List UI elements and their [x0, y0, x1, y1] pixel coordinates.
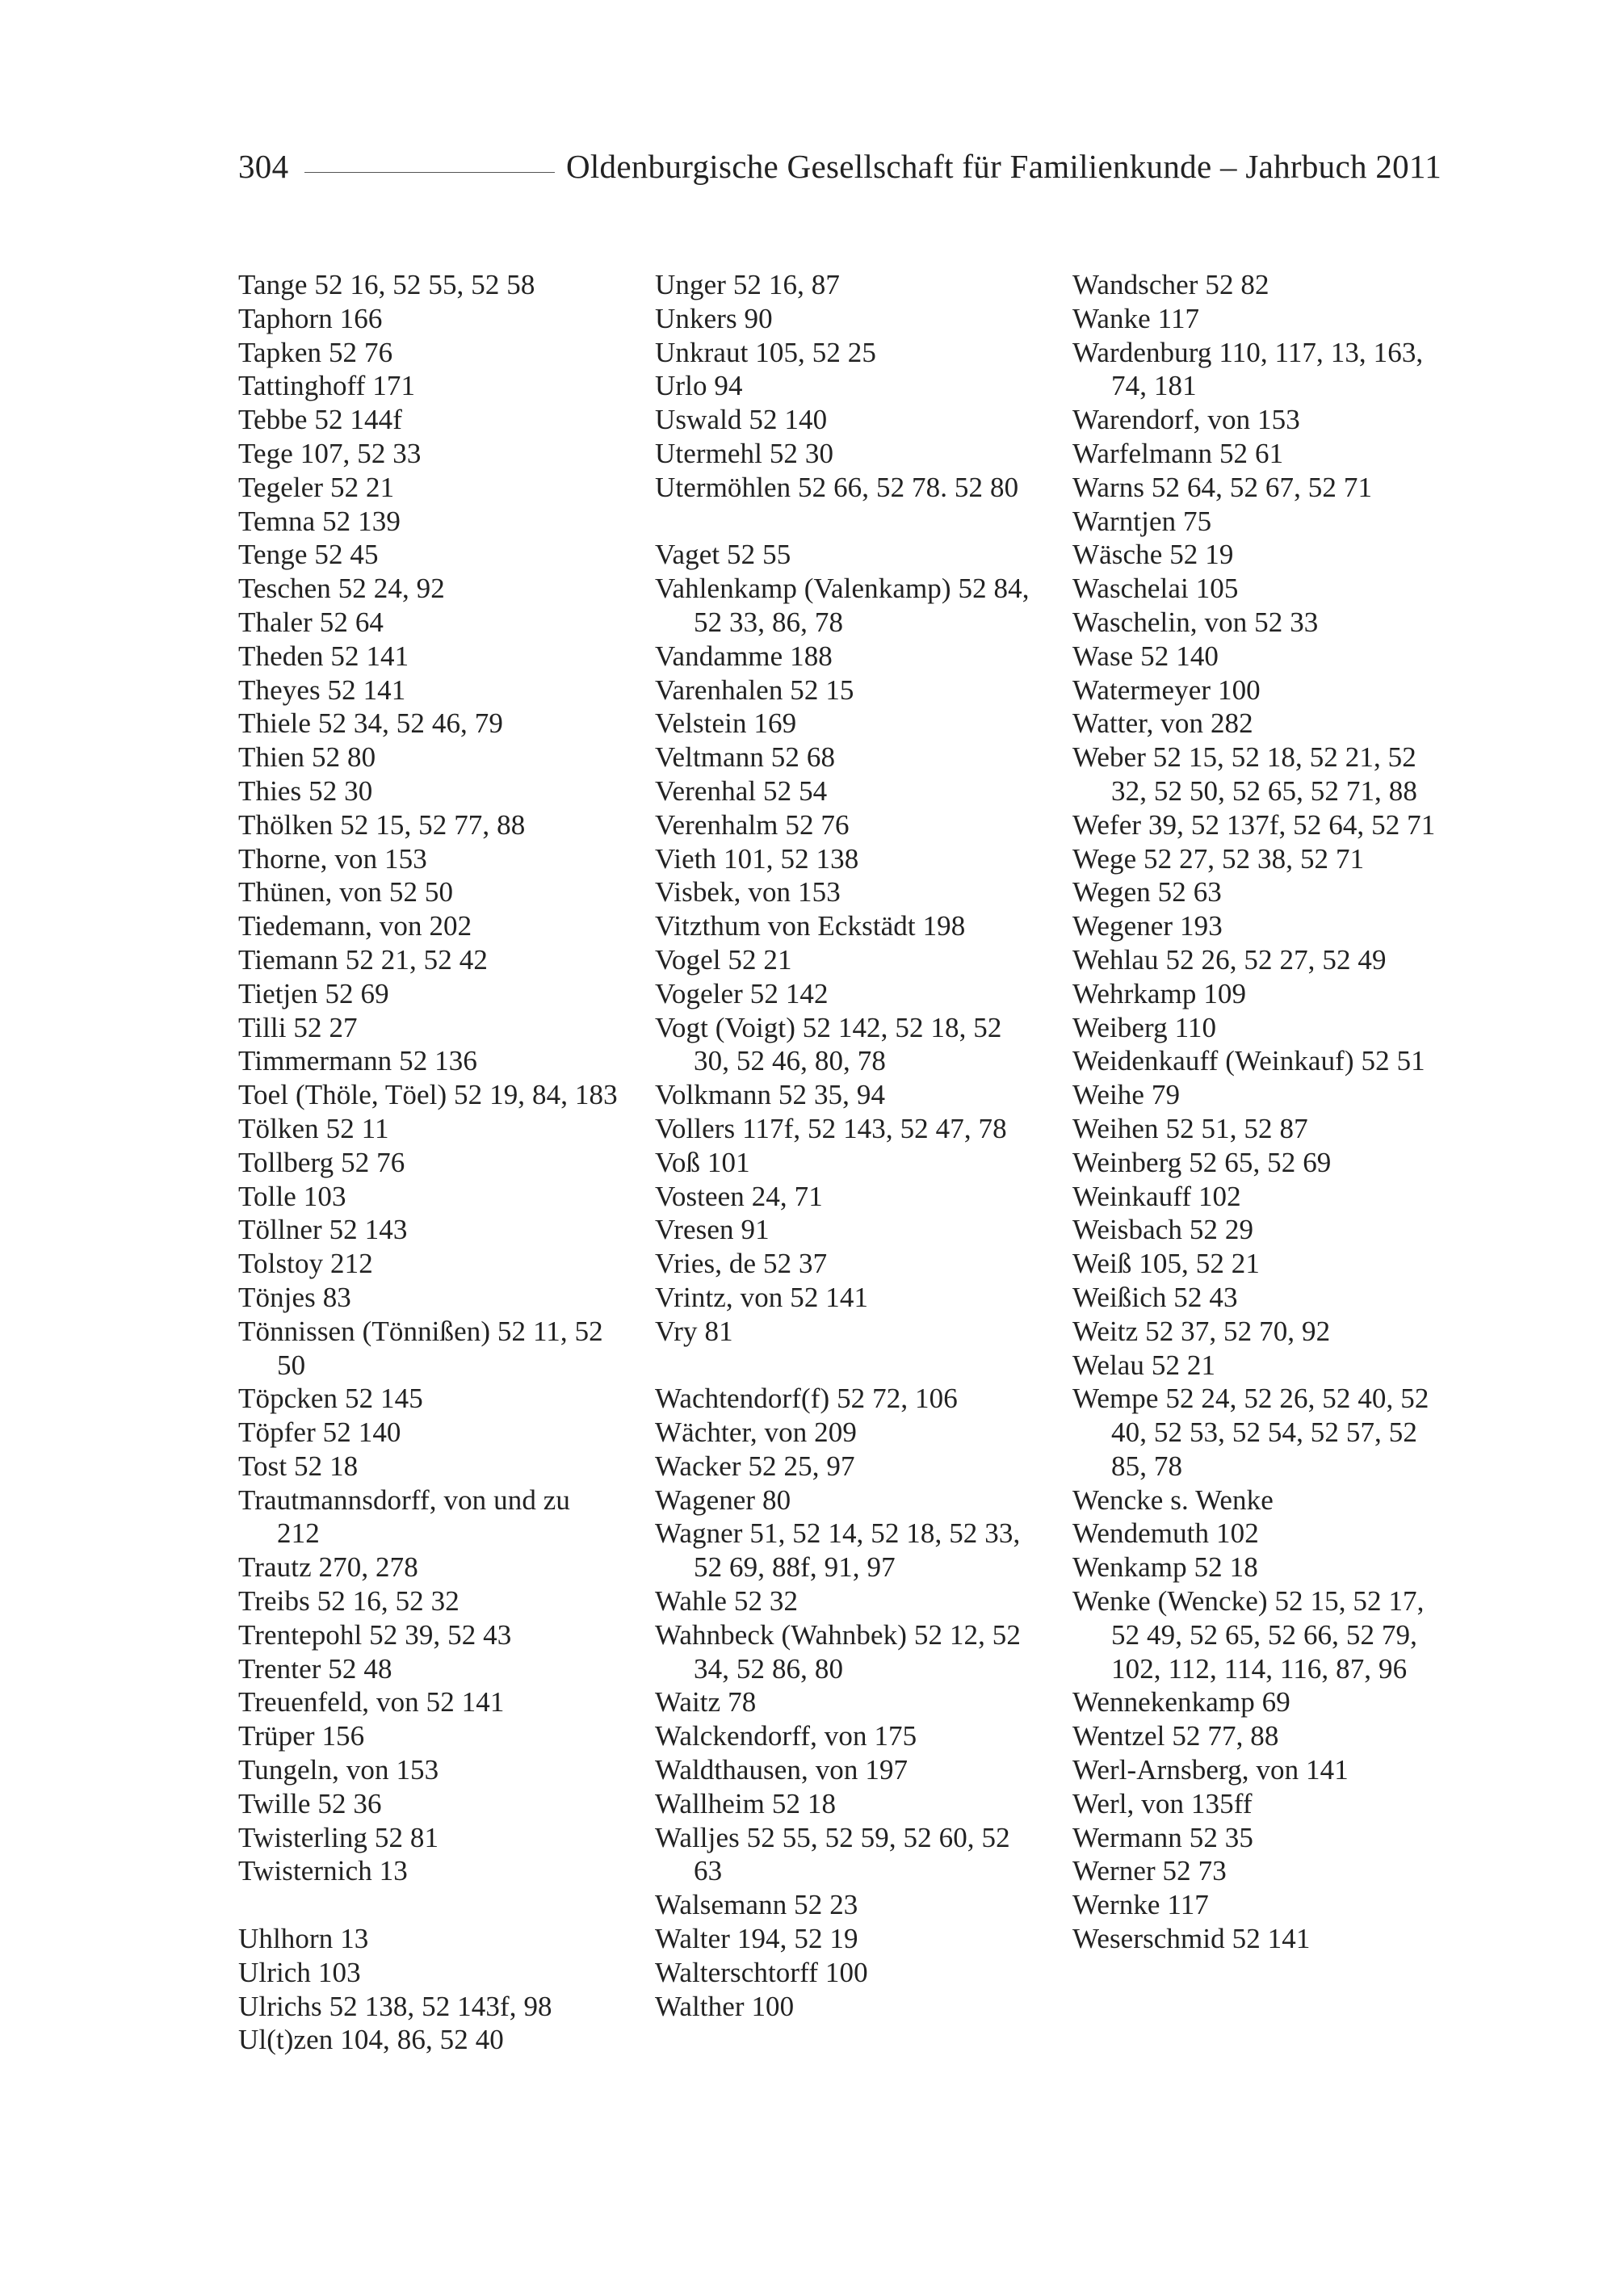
index-entry: Trautmannsdorff, von und zu 212 — [238, 1484, 571, 1550]
index-entry: Wencke s. Wenke — [1072, 1484, 1274, 1516]
index-entry: Walckendorff, von 175 — [655, 1720, 917, 1752]
index-entry: Vahlenkamp (Valenkamp) 52 84, 52 33, 86, 78 — [655, 573, 1030, 638]
index-entry: Wacker 52 25, 97 — [655, 1450, 855, 1482]
index-column-3 — [1072, 268, 1452, 1956]
index-entry: Wahnbeck (Wahnbek) 52 12, 52 34, 52 86, 80 — [655, 1618, 1021, 1685]
index-entry: Ulrich 103 — [238, 1956, 361, 1988]
index-entry: Uswald 52 140 — [655, 404, 828, 436]
index-entry: Vogeler 52 142 — [655, 977, 829, 1009]
index-entry: Weinkauff 102 — [1072, 1180, 1241, 1212]
index-entry: Töpfer 52 140 — [238, 1416, 401, 1449]
index-entry: Vogel 52 21 — [655, 943, 792, 976]
index-entry: Vaget 52 55 — [655, 539, 791, 571]
index-entry: Weitz 52 37, 52 70, 92 — [1072, 1315, 1331, 1347]
index-entry: Unkers 90 — [655, 302, 773, 334]
index-entry: Vogt (Voigt) 52 142, 52 18, 52 30, 52 46, 80, 78 — [655, 1011, 1002, 1077]
index-entry: Toel (Thöle, Töel) 52 19, 84, 183 — [238, 1079, 618, 1111]
index-entry: Tange 52 16, 52 55, 52 58 — [238, 269, 535, 300]
index-entry: Trenter 52 48 — [238, 1652, 392, 1685]
index-entry: Wandscher 52 82 — [1072, 269, 1269, 300]
index-entry: Wegen 52 63 — [1072, 876, 1222, 909]
index-entry: Vollers 117f, 52 143, 52 47, 78 — [655, 1112, 1007, 1144]
index-entry: Vandamme 188 — [655, 640, 833, 672]
index-entry: Töpcken 52 145 — [238, 1383, 423, 1415]
index-entry: Wagener 80 — [655, 1484, 791, 1516]
index-entry: Trautz 270, 278 — [238, 1551, 418, 1584]
index-column-1 — [238, 268, 618, 2057]
index-entry: Walljes 52 55, 52 59, 52 60, 52 63 — [655, 1821, 1010, 1887]
index-entry: Ulrichs 52 138, 52 143f, 98 — [238, 1990, 552, 2022]
index-entry: Weihe 79 — [1072, 1079, 1181, 1111]
index-entry: Visbek, von 153 — [655, 876, 841, 909]
index-entry: Urlo 94 — [655, 370, 743, 402]
index-entry: Tilli 52 27 — [238, 1011, 358, 1043]
index-entry: Wenke (Wencke) 52 15, 52 17, 52 49, 52 65, 52 66, 52 79, 102, 112, 114, 116, 87, 96 — [1072, 1585, 1425, 1685]
index-entry: Taphorn 166 — [238, 302, 383, 334]
index-entry: Weinberg 52 65, 52 69 — [1072, 1146, 1332, 1178]
index-entry: Tege 107, 52 33 — [238, 437, 422, 469]
index-entry: Weihen 52 51, 52 87 — [1072, 1112, 1308, 1144]
index-entry: Tungeln, von 153 — [238, 1754, 439, 1786]
index-entry: Twisterling 52 81 — [238, 1821, 439, 1853]
index-entry: Verenhalm 52 76 — [655, 808, 850, 841]
index-entry: Tolstoy 212 — [238, 1248, 373, 1280]
index-entry: Voß 101 — [655, 1146, 750, 1178]
index-entry: Unger 52 16, 87 — [655, 269, 840, 300]
index-entry: Treuenfeld, von 52 141 — [238, 1686, 505, 1719]
index-entry: Tebbe 52 144f — [238, 404, 402, 436]
index-entry: Thaler 52 64 — [238, 606, 384, 638]
index-entry: Wase 52 140 — [1072, 640, 1219, 672]
index-entry: Theden 52 141 — [238, 640, 409, 672]
index-entry: Tost 52 18 — [238, 1450, 359, 1482]
index-entry: Wallheim 52 18 — [655, 1787, 837, 1819]
index-entry: Tiedemann, von 202 — [238, 910, 472, 942]
index-entry: Teschen 52 24, 92 — [238, 573, 445, 605]
index-entry: Warendorf, von 153 — [1072, 404, 1300, 436]
index-entry: Vries, de 52 37 — [655, 1248, 828, 1280]
index-entry: Veltmann 52 68 — [655, 741, 836, 774]
index-entry: Wefer 39, 52 137f, 52 64, 52 71 — [1072, 808, 1436, 841]
index-entry: Tönnissen (Tönnißen) 52 11, 52 50 — [238, 1315, 603, 1381]
index-entry: Wagner 51, 52 14, 52 18, 52 33, 52 69, 88f, 91, 97 — [655, 1517, 1021, 1584]
index-entry: Töllner 52 143 — [238, 1214, 408, 1246]
index-entry: Thien 52 80 — [238, 741, 376, 774]
index-entry: Vresen 91 — [655, 1214, 770, 1246]
index-entry: Twille 52 36 — [238, 1787, 382, 1819]
index-entry: Wenkamp 52 18 — [1072, 1551, 1258, 1584]
running-title: Oldenburgische Gesellschaft für Familienkunde – Jahrbuch 2011 — [565, 148, 1441, 185]
index-entry: Treibs 52 16, 52 32 — [238, 1585, 460, 1618]
index-entry: Welau 52 21 — [1072, 1349, 1216, 1381]
index-entry: Waitz 78 — [655, 1686, 757, 1719]
index-entry: Unkraut 105, 52 25 — [655, 336, 876, 368]
index-entry: Theyes 52 141 — [238, 674, 406, 706]
letter-group-gap — [238, 1888, 618, 1922]
index-column-2 — [655, 268, 1034, 2023]
index-entry: Waschelai 105 — [1072, 573, 1239, 605]
index-columns — [238, 268, 1450, 2126]
index-entry: Wentzel 52 77, 88 — [1072, 1720, 1279, 1752]
index-entry: Tegeler 52 21 — [238, 471, 395, 503]
index-entry: Weber 52 15, 52 18, 52 21, 52 32, 52 50, 52 65, 52 71, 88 — [1072, 741, 1417, 807]
index-entry: Wäsche 52 19 — [1072, 539, 1234, 571]
index-entry: Twisternich 13 — [238, 1855, 408, 1887]
index-entry: Waldthausen, von 197 — [655, 1754, 909, 1786]
index-entry: Tolle 103 — [238, 1180, 346, 1212]
index-entry: Wachtendorf(f) 52 72, 106 — [655, 1383, 958, 1415]
index-entry: Thorne, von 153 — [238, 842, 427, 875]
index-entry: Warntjen 75 — [1072, 505, 1212, 537]
index-entry: Wege 52 27, 52 38, 52 71 — [1072, 842, 1365, 875]
index-entry: Varenhalen 52 15 — [655, 674, 854, 706]
index-entry: Weißich 52 43 — [1072, 1281, 1238, 1313]
index-entry: Wahle 52 32 — [655, 1585, 799, 1618]
page-header — [238, 147, 1441, 195]
index-entry: Thies 52 30 — [238, 774, 373, 807]
index-entry: Watter, von 282 — [1072, 707, 1253, 740]
index-entry: Waschelin, von 52 33 — [1072, 606, 1319, 638]
index-entry: Weidenkauff (Weinkauf) 52 51 — [1072, 1045, 1425, 1077]
index-entry: Tattinghoff 171 — [238, 370, 416, 402]
index-entry: Tietjen 52 69 — [238, 977, 389, 1009]
index-entry: Utermehl 52 30 — [655, 437, 834, 469]
index-entry: Uhlhorn 13 — [238, 1923, 369, 1955]
index-entry: Wehlau 52 26, 52 27, 52 49 — [1072, 943, 1387, 976]
index-entry: Vieth 101, 52 138 — [655, 842, 859, 875]
index-entry: Volkmann 52 35, 94 — [655, 1079, 886, 1111]
index-entry: Velstein 169 — [655, 707, 797, 740]
index-entry: Tölken 52 11 — [238, 1112, 389, 1144]
index-entry: Trentepohl 52 39, 52 43 — [238, 1618, 512, 1651]
index-entry: Trüper 156 — [238, 1720, 365, 1752]
index-entry: Werl, von 135ff — [1072, 1787, 1253, 1819]
index-entry: Werl-Arnsberg, von 141 — [1072, 1754, 1349, 1786]
index-entry: Wendemuth 102 — [1072, 1517, 1259, 1550]
index-entry: Werner 52 73 — [1072, 1855, 1227, 1887]
index-entry: Wanke 117 — [1072, 302, 1200, 334]
index-entry: Temna 52 139 — [238, 505, 401, 537]
index-entry: Walterschtorff 100 — [655, 1956, 868, 1988]
index-entry: Warns 52 64, 52 67, 52 71 — [1072, 471, 1373, 503]
index-entry: Weserschmid 52 141 — [1072, 1923, 1311, 1955]
letter-group-gap — [655, 1349, 1034, 1383]
page-number: 304 — [238, 148, 289, 185]
index-entry: Wegener 193 — [1072, 910, 1223, 942]
index-entry: Weisbach 52 29 — [1072, 1214, 1254, 1246]
index-entry: Warfelmann 52 61 — [1072, 437, 1284, 469]
index-entry: Tenge 52 45 — [238, 539, 379, 571]
letter-group-gap — [655, 505, 1034, 539]
index-entry: Tollberg 52 76 — [238, 1146, 405, 1178]
index-entry: Watermeyer 100 — [1072, 674, 1261, 706]
index-entry: Thiele 52 34, 52 46, 79 — [238, 707, 503, 740]
index-entry: Thünen, von 52 50 — [238, 876, 454, 909]
index-entry: Weiß 105, 52 21 — [1072, 1248, 1260, 1280]
index-entry: Tiemann 52 21, 52 42 — [238, 943, 488, 976]
index-entry: Verenhal 52 54 — [655, 774, 828, 807]
index-entry: Wardenburg 110, 117, 13, 163, 74, 181 — [1072, 336, 1424, 402]
index-entry: Wermann 52 35 — [1072, 1821, 1253, 1853]
index-entry: Wehrkamp 109 — [1072, 977, 1247, 1009]
header-rule — [304, 172, 555, 173]
index-entry: Ul(t)zen 104, 86, 52 40 — [238, 2024, 504, 2056]
index-entry: Walther 100 — [655, 1990, 795, 2022]
index-entry: Vrintz, von 52 141 — [655, 1281, 869, 1313]
index-entry: Walter 194, 52 19 — [655, 1923, 858, 1955]
index-entry: Timmermann 52 136 — [238, 1045, 477, 1077]
index-entry: Weiberg 110 — [1072, 1011, 1217, 1043]
index-entry: Wächter, von 209 — [655, 1416, 857, 1449]
index-entry: Wennekenkamp 69 — [1072, 1686, 1290, 1719]
index-entry: Tönjes 83 — [238, 1281, 351, 1313]
index-entry: Wernke 117 — [1072, 1889, 1209, 1921]
index-entry: Vry 81 — [655, 1315, 733, 1347]
index-entry: Vitzthum von Eckstädt 198 — [655, 910, 966, 942]
index-entry: Tapken 52 76 — [238, 336, 393, 368]
index-entry: Wempe 52 24, 52 26, 52 40, 52 40, 52 53, 52 54, 52 57, 52 85, 78 — [1072, 1383, 1429, 1482]
index-entry: Utermöhlen 52 66, 52 78. 52 80 — [655, 471, 1019, 503]
index-entry: Vosteen 24, 71 — [655, 1180, 823, 1212]
index-entry: Walsemann 52 23 — [655, 1889, 858, 1921]
index-entry: Thölken 52 15, 52 77, 88 — [238, 808, 526, 841]
